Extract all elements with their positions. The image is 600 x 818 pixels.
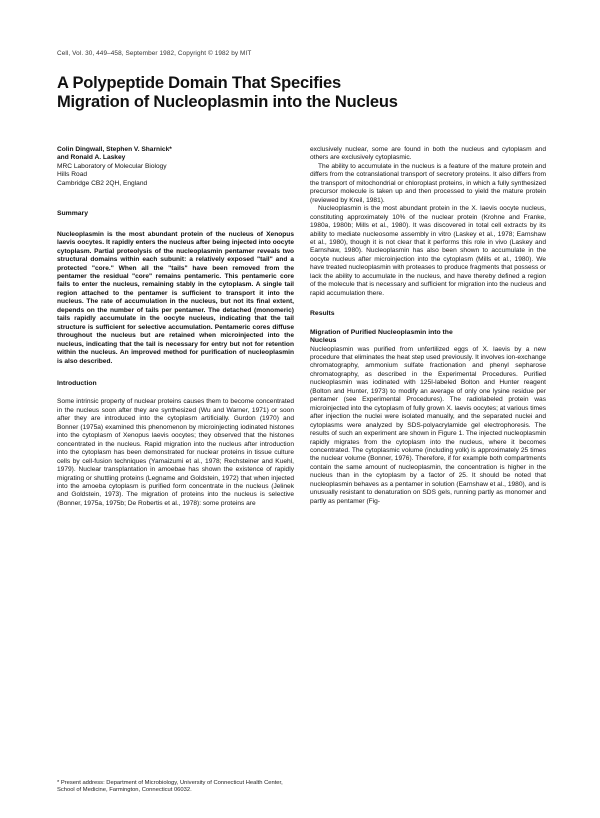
- right-column: [310, 146, 546, 506]
- article-title: [57, 74, 557, 112]
- affiliation-line: MRC Laboratory of Molecular Biology: [57, 162, 167, 170]
- authors-line-2: and Ronald A. Laskey: [57, 154, 126, 162]
- summary-heading: Summary: [57, 210, 88, 218]
- title-line-1: A Polypeptide Domain That Specifies: [57, 74, 341, 92]
- footnote: * Present address: Department of Microbiology, University of Connecticut Health Center, School of Medicine, Farmington, Connecticut 06032.: [57, 780, 283, 793]
- title-line-2: Migration of Nucleoplasmin into the Nucleus: [57, 93, 398, 111]
- summary-section: [57, 231, 294, 366]
- results-heading: Results: [310, 310, 335, 318]
- migration-heading: [310, 329, 546, 346]
- authors-line-1: Colin Dingwall, Stephen V. Sharnick*: [57, 146, 172, 153]
- summary-text: Nucleoplasmin is the most abundant protein of the nucleus of Xenopus laevis oocytes. It rapidly enters the nucleus after being injected into oocyte cytoplasm. Partial proteolysis of the nucleoplasmin pentamer reveals two structural domains within each subunit: a relatively exposed "tail" and a protected "core." When all the "tails" have been removed from the pentamer the residual "core" remains pentameric. This pentameric core fails to enter the nucleus, remaining stably in the cytoplasm. A single tail region attached to the pentamer is sufficient to transport it into the nucleus. The rate of accumulation in the nucleus, but not its final extent, depends on the number of tails per pentamer. The detached (monomeric) tails rapidly accumulate in the oocyte nucleus, indicating that the tail structure is sufficient for selective accumulation. Pentameric cores diffuse throughout the nucleus but are retained when microinjected into the nucleus, indicating that the tail is necessary for entry but not for retention within the nucleus. An improved method for purification of nucleoplasmin is also described.: [57, 230, 294, 365]
- authors: [57, 146, 294, 163]
- affiliation: [57, 163, 294, 188]
- migration-heading-line-2: Nucleus: [310, 337, 337, 345]
- migration-heading-line-1: Migration of Purified Nucleoplasmin into the: [310, 328, 453, 336]
- left-column: [57, 146, 294, 508]
- affiliation-line: Hills Road: [57, 171, 88, 179]
- right-paragraph-4: Nucleoplasmin was purified from unfertilized eggs of X. laevis by a new procedure that eliminates the heat step used previously. It involves ion-exchange chromatography, ammonium sulfate fractionation and phenyl sepharose chromatography, as described in the Experimental Procedures. Purified nucleoplasmin was iodinated with 125I-labeled Bolton and Hunter reagent (Bolton and Hunter, 1973) to modify an average of only one lysine residue per pentamer (see Experimental Procedures). The radiolabeled protein was microinjected into the cytoplasm of fully grown X. laevis oocytes; at various times after injection the nuclei were isolated manually, and the separated nuclei and cytoplasms were analyzed by SDS-polyacrylamide gel electrophoresis. The results of such an experiment are shown in Figure 1. The injected nucleoplasmin rapidly migrates from the cytoplasm into the nucleus, where it becomes concentrated. The cytoplasmic volume (including yolk) is approximately 25 times the nuclear volume (Bonner, 1976). Therefore, if for example both compartments contain the same amount of nucleoplasmin, the concentration is higher in the nucleus than in the cytoplasm by a factor of 25. It should be noted that nucleoplasmin behaves as a pentamer in solution (Earnshaw et al., 1980), and is unusually resistant to denaturation on SDS gels, running partly as monomer and partly as pentamer (Fig-: [310, 345, 546, 505]
- intro-heading: Introduction: [57, 379, 97, 387]
- right-paragraph-3: Nucleoplasmin is the most abundant protein in the X. laevis oocyte nucleus, constituting approximately 10% of the nuclear protein (Krohne and Franke, 1980a, 1980b; Mills et al., 1980). It was discovered in total cell extracts by its ability to mediate nucleosome assembly in vitro (Laskey et al., 1978; Earnshaw et al., 1980), though it is not clear that it performs this role in vivo (Laskey and Earnshaw, 1980). Nucleoplasmin has also been shown to accumulate in the oocyte nucleus after microinjection into the cytoplasm (Mills et al., 1980). We have treated nucleoplasmin with proteases to produce fragments that possess or lack the ability to accumulate in the nucleus, and have thereby defined a region of the molecule that is necessary and sufficient for migration into the nucleus and rapid accumulation there.: [310, 205, 546, 297]
- affiliation-line: Cambridge CB2 2QH, England: [57, 179, 148, 187]
- intro-text: Some intrinsic property of nuclear proteins causes them to become concentrated in the nucleus soon after they are synthesized (Wu and Warner, 1971) or soon after they are introduced into the cytoplasm artificially. Gurdon (1970) and Bonner (1975a) examined this phenomenon by microinjecting iodinated histones into the cytoplasm of Xenopus laevis oocytes; they observed that the histones concentrated in the nucleus. Rapid migration into the nucleus after introduction into the cytoplasm has been demonstrated for nuclear proteins in tissue culture cells by cell-fusion techniques (Yamaizumi et al., 1978; Rechsteiner and Kuehl, 1979). Nuclear transplantation in amoebae has shown the existence of rapidly migrating or shuttling proteins (Legname and Goldstein, 1972) that when injected into the amoeba cytoplasm is purified form concentrate in the nucleus (Jelinek and Goldstein, 1973). The migration of proteins into the nucleus is selective (Bonner, 1975a, 1975b; De Robertis et al., 1978): some proteins are: [57, 398, 294, 507]
- right-paragraph-2: The ability to accumulate in the nucleus is a feature of the mature protein and differs from the cotranslational transport of secretory proteins. It also differs from the transport of mitochondrial or chloroplast proteins, in which a fully synthesized precursor molecule is taken up and then processed to yield the mature protein (reviewed by Kreil, 1981).: [310, 162, 546, 204]
- right-paragraph-1: exclusively nuclear, some are found in both the nucleus and cytoplasm and others are exclusively cytoplasmic.: [310, 146, 546, 162]
- journal-header: Cell, Vol. 30, 449–458, September 1982, Copyright © 1982 by MIT: [57, 50, 252, 57]
